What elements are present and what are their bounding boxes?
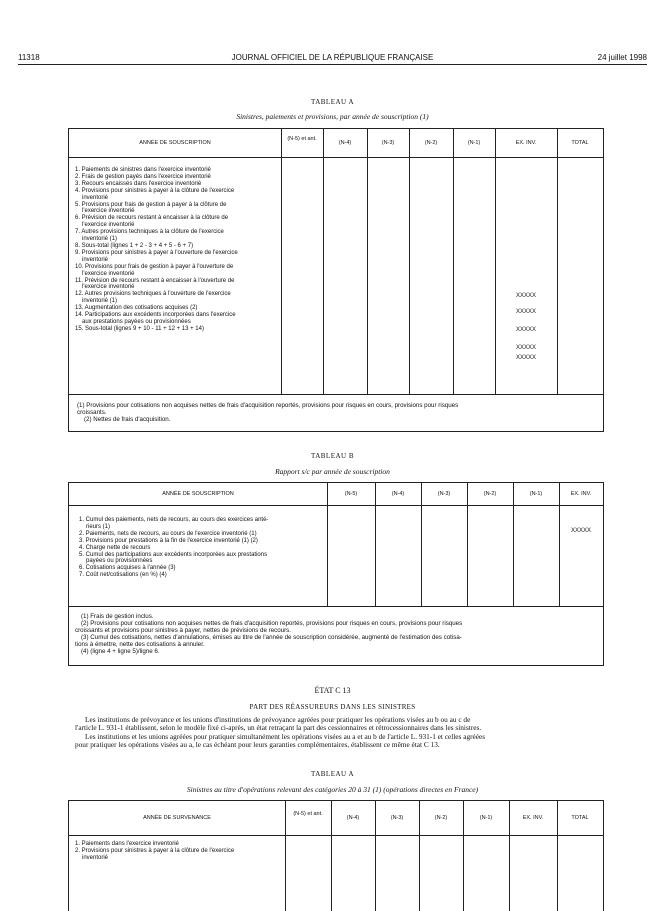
table2-col-n2: (N-2) <box>483 491 497 497</box>
table1-col-n3: (N-3) <box>381 140 395 146</box>
table-row: 7. Coût net/cotisations (en %) (4) <box>79 572 167 579</box>
table-row: 11. Prévision de recours restant à encaisser à l'ouverture de <box>75 277 235 284</box>
table-row: 5. Provisions pour frais de gestion à payer à la clôture de <box>75 201 227 208</box>
table2-col-year: ANNÉE DE SOUSCRIPTION <box>162 491 234 497</box>
table1-marker-row13: XXXXX <box>515 355 536 361</box>
publication-date: 24 juillet 1998 <box>597 53 647 62</box>
table-row: 1. Paiements de sinistres dans l'exercice inventorié <box>75 167 211 173</box>
table1-marker-row9: XXXXX <box>515 293 536 299</box>
table-row: 1. Cumul des paiements, nets de recours, au cours des exercices anté- <box>79 517 269 523</box>
paragraph-line: pour pratiquer les opérations visées au a, le cas échéant pour leurs garanties complémentaires, établissent ce même état C 13. <box>75 740 440 750</box>
table2-subtitle: Rapport s/c par année de souscription <box>275 467 390 476</box>
journal-title: JOURNAL OFFICIEL DE LA RÉPUBLIQUE FRANÇAISE <box>231 53 434 62</box>
table1-marker-row10: XXXXX <box>515 309 536 315</box>
table-row: 1. Paiements dans l'exercice inventorié <box>75 841 179 847</box>
table1-notes <box>77 402 458 423</box>
table-row: l'exercice inventorié <box>82 284 135 291</box>
paragraph-line: l'article L. 931-1 établissent, selon le modèle fixé ci-après, un état retraçant la part des cessionnaires et rétrocessionnaires dans les sinistres. <box>75 723 482 733</box>
table3-subtitle: Sinistres au titre d'opérations relevant des catégories 20 à 31 (1) (opérations directes en France) <box>186 785 479 794</box>
table-row: 2. Frais de gestion payés dans l'exercice inventorié <box>75 173 211 180</box>
table-row: 14. Participations aux excédents incorporées dans l'exercice <box>75 312 236 319</box>
table3-col-total: TOTAL <box>571 815 589 821</box>
table1-col-year: ANNÉE DE SOUSCRIPTION <box>139 140 211 146</box>
table-row: inventorié <box>82 256 109 263</box>
table3 <box>68 800 604 911</box>
footnote: tions à émettre, nette des cotisations à annuler. <box>75 641 205 648</box>
table-row: 3. Recours encaissés dans l'exercice inventorié <box>75 180 202 187</box>
table2-col-exinv: EX. INV. <box>570 491 592 497</box>
table2-title: TABLEAU B <box>310 452 355 460</box>
table3-col-n5: (N-5) et ant. <box>293 811 323 817</box>
table-row: rieurs (1) <box>86 523 111 530</box>
table1-row-labels <box>75 167 281 333</box>
table1 <box>68 128 604 432</box>
paragraph-line: Les institutions et les unions agréées pour pratiquer simultanément les opérations visées au a et au b de l'article L. 931-1 et celles agréées <box>85 731 486 741</box>
table-row: inventorié (1) <box>82 236 118 243</box>
table-row: aux prestations payées ou provisionnées <box>82 318 191 325</box>
table-row: 3. Provisions pour prestations à la fin de l'exercice inventorié (1) (2) <box>79 537 258 544</box>
footnote: (3) Cumul des cotisations, nettes d'annulations, émises au titre de l'année de souscription considérée, augmenté de l'estimation des cotisa- <box>81 634 462 641</box>
table-row: l'exercice inventorié <box>82 222 135 229</box>
table-row: 6. Prévision de recours restant à encaisser à la clôture de <box>75 215 229 222</box>
table3-col-n4: (N-4) <box>346 815 360 821</box>
table-row: 15. Sous-total (lignes 9 + 10 - 11 + 12 + 13 + 14) <box>75 325 204 332</box>
table1-marker-row12: XXXXX <box>515 345 536 351</box>
table-row: l'exercice inventorié <box>82 208 135 215</box>
table1-subtitle: Sinistres, paiements et provisions, par année de souscription (1) <box>236 112 429 121</box>
table-row: 4. Provisions pour sinistres à payer à la clôture de l'exercice <box>75 187 235 194</box>
table-row: inventorié <box>82 194 109 201</box>
table-row: 4. Charge nette de recours <box>79 544 151 551</box>
footnote: croissants et provisions pour sinistres à payer, nettes de prévisions de recours. <box>75 627 291 634</box>
table1-col-n1: (N-1) <box>467 140 481 146</box>
table2-col-n1: (N-1) <box>529 491 543 497</box>
table2-col-n3: (N-3) <box>437 491 451 497</box>
table2-notes <box>75 613 463 655</box>
table2-col-n4: (N-4) <box>391 491 405 497</box>
etat-paragraph <box>75 716 590 750</box>
etat-title: ÉTAT C 13 <box>314 686 351 695</box>
footnote: (1) Frais de gestion inclus. <box>81 613 154 620</box>
table-row: 7. Autres provisions techniques à la clôture de l'exercice <box>75 229 224 236</box>
table3-title: TABLEAU A <box>310 770 355 778</box>
page-number: 11318 <box>18 53 40 62</box>
table-row: inventorié <box>82 854 109 861</box>
footnote: croissants. <box>77 409 107 416</box>
table-row: 9. Provisions pour sinistres à payer à l'ouverture de l'exercice <box>75 249 238 256</box>
table1-col-n5: (N-5) et ant. <box>287 136 317 142</box>
table1-col-exinv: EX. INV. <box>515 140 537 146</box>
table1-col-total: TOTAL <box>571 140 589 146</box>
table1-col-n4: (N-4) <box>338 140 352 146</box>
table-row: 8. Sous-total (lignes 1 + 2 - 3 + 4 + 5 - 6 + 7) <box>75 242 194 249</box>
etat-heading: PART DES RÉASSUREURS DANS LES SINISTRES <box>249 703 416 711</box>
table1-title: TABLEAU A <box>310 98 355 106</box>
table3-col-year: ANNÉE DE SURVENANCE <box>143 815 211 821</box>
table2 <box>68 482 604 666</box>
footnote: (1) Provisions pour cotisations non acquises nettes de frais d'acquisition reportés, provisions pour risques en cours, provisions pour risques <box>77 402 459 409</box>
header-rule <box>18 64 647 65</box>
table-row: 5. Cumul des participations aux excédents incorporées aux prestations <box>79 551 268 558</box>
table3-col-exinv: EX. INV. <box>522 815 544 821</box>
table-row: inventorié (1) <box>82 298 118 305</box>
footnote: (2) Provisions pour cotisations non acquises nettes de frais d'acquisition reportés, provisions pour risques en cours, provisions pour risques <box>81 620 463 627</box>
table2-row-labels <box>79 517 327 579</box>
table-row: 13. Augmentation des cotisations acquises (2) <box>75 305 198 312</box>
table-row: l'exercice inventorié <box>82 270 135 277</box>
paragraph-line: Les institutions de prévoyance et les unions d'institutions de prévoyance agréées pour pratiquer les opérations visées au b ou au c de <box>85 715 471 724</box>
footnote: (2) Nettes de frais d'acquisition. <box>84 416 171 423</box>
table1-marker-row11: XXXXX <box>515 327 536 333</box>
table3-col-n1: (N-1) <box>479 815 493 821</box>
table-row: 6. Cotisations acquises à l'année (3) <box>79 565 176 572</box>
table3-col-n2: (N-2) <box>434 815 448 821</box>
table-row: payées ou provisionnées <box>86 558 153 565</box>
table-row: 2. Paiements, nets de recours, au cours de l'exercice inventorié (1) <box>79 530 257 537</box>
table2-col-n5: (N-5) <box>344 491 358 497</box>
table1-col-n2: (N-2) <box>424 140 438 146</box>
footnote: (4) (ligne 4 + ligne 5)/ligne 6. <box>81 648 160 655</box>
table-row: 2. Provisions pour sinistres à payer à la clôture de l'exercice <box>75 847 235 854</box>
table-row: 12. Autres provisions techniques à l'ouverture de l'exercice <box>75 291 231 298</box>
table3-row-labels <box>75 841 285 862</box>
table-row: 10. Provisions pour frais de gestion à payer à l'ouverture de <box>75 263 234 270</box>
table3-col-n3: (N-3) <box>390 815 404 821</box>
table2-marker-row1: XXXXX <box>570 528 591 534</box>
